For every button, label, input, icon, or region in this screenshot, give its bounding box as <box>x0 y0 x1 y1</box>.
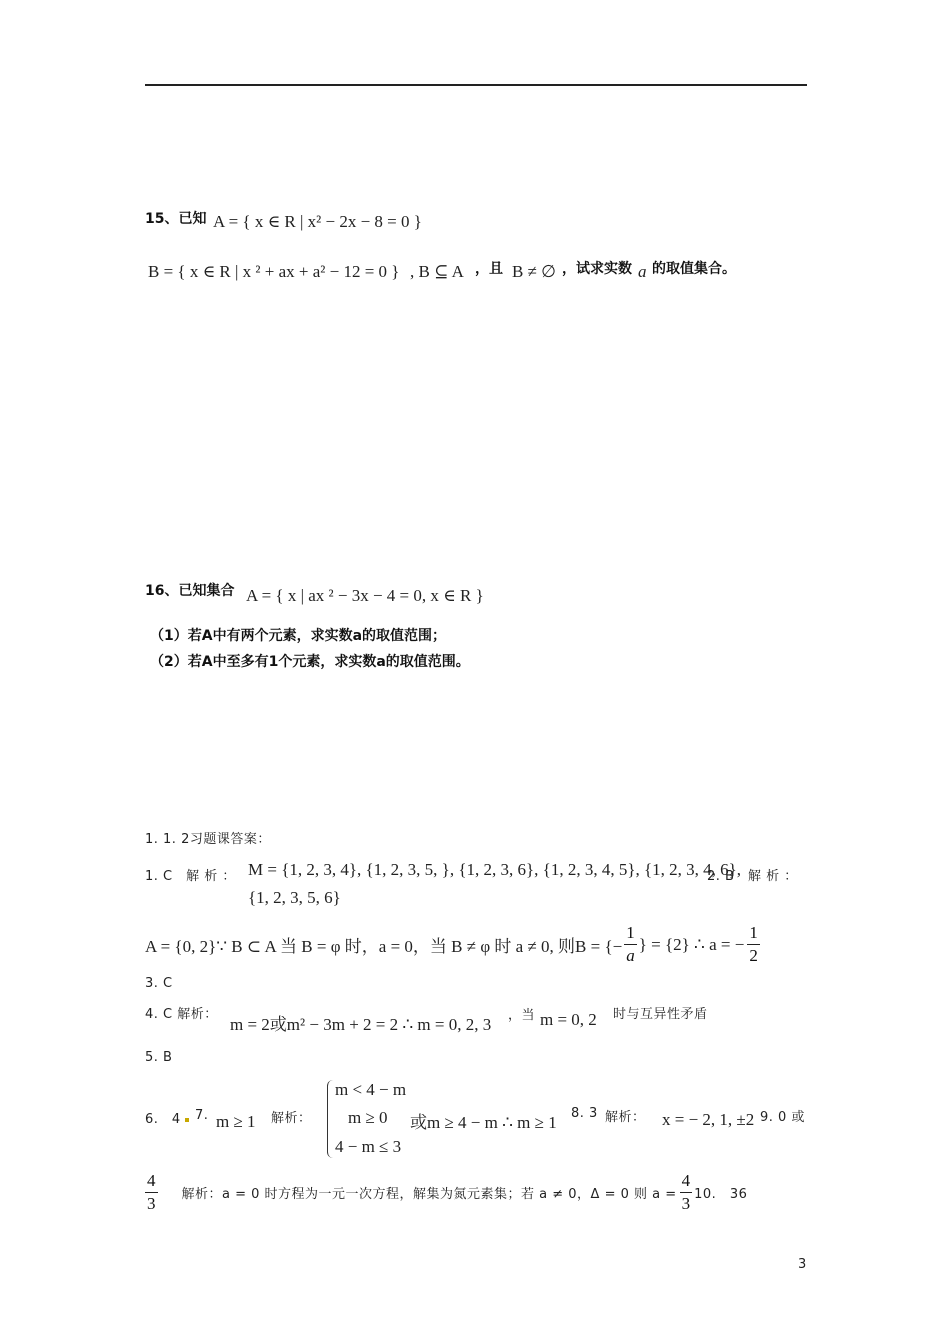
answer-4-mid: ，当 <box>508 1008 536 1023</box>
q15-var: a <box>638 262 647 281</box>
answer-1-continued: {1, 2, 3, 5, 6} <box>248 888 341 907</box>
answer-9-fraction-2-num: 4 <box>680 1170 693 1193</box>
q15-set-b: B = { x ∈ R | x ² + ax + a² − 12 = 0 } <box>148 262 400 281</box>
answer-2-fraction-num: 1 <box>624 922 637 945</box>
answer-7-jiexi: 解析： <box>271 1111 312 1126</box>
answer-2-math-b: } = {2} ∴ a = − <box>638 934 745 954</box>
system-line-3: 4 − m ≤ 3 <box>335 1137 402 1156</box>
answer-2-math-a: A = {0, 2}∵ B ⊂ A 当 B = φ 时，a = 0，当 B ≠ φ 时 a ≠ 0, 则B = {− <box>145 937 623 956</box>
answer-8: 8. 3 <box>571 1106 598 1121</box>
q16-set-a: A = { x | ax ² − 3x − 4 = 0, x ∈ R } <box>246 586 484 605</box>
q16-part1: （1）若A中有两个元素，求实数a的取值范围； <box>150 628 447 644</box>
answer-9-fraction-num: 4 <box>145 1170 158 1193</box>
answer-10: 10. 36 <box>694 1187 748 1202</box>
answer-5: 5. B <box>145 1050 173 1065</box>
answer-4-end: 时与互异性矛盾 <box>613 1007 708 1022</box>
answer-2-fraction-2-den: 2 <box>749 946 758 965</box>
q15-set-a: A = { x ∈ R | x² − 2x − 8 = 0 } <box>213 212 422 231</box>
q15-label: 15、已知 <box>145 211 207 227</box>
q15-and: ，且 <box>475 261 503 277</box>
highlight-dot <box>185 1118 189 1122</box>
answer-9-fraction-den: 3 <box>147 1194 156 1213</box>
answer-2-fraction <box>624 922 637 967</box>
header-rule <box>145 84 807 86</box>
answer-9-fraction-2 <box>680 1170 693 1215</box>
answer-7-label: 7. <box>195 1108 209 1123</box>
answer-2-fraction-2 <box>747 922 760 967</box>
page-number: 3 <box>798 1257 807 1272</box>
answer-9: 9. 0 或 <box>760 1110 805 1125</box>
q16-part2: （2）若A中至多有1个元素，求实数a的取值范围。 <box>150 654 470 670</box>
answer-4-math: m = 2或m² − 3m + 2 = 2 ∴ m = 0, 2, 3 <box>230 1015 492 1034</box>
answer-2-line <box>145 922 760 967</box>
answer-1-label: 1. C 解 析 ： <box>145 869 236 884</box>
answer-1-math: M = {1, 2, 3, 4}, {1, 2, 3, 5, }, {1, 2, 3, 6}, {1, 2, 3, 4, 5}, {1, 2, 3, 4, 6}, <box>248 860 742 879</box>
q15-cond-subset: , B ⊆ A <box>410 262 464 281</box>
answer-9-line <box>145 1170 747 1215</box>
answer-9-text: 解析：a = 0 时方程为一元一次方程，解集为氮元素集；若 a ≠ 0，Δ = 0 则 a = <box>181 1187 677 1202</box>
answer-3: 3. C <box>145 976 173 991</box>
answer-6: 6. 4 <box>145 1112 181 1127</box>
answer-2-label: 2. B 解 析 ： <box>707 869 798 884</box>
answer-7-or: 或m ≥ 4 − m ∴ m ≥ 1 <box>410 1113 557 1132</box>
answers-heading: 1. 1. 2习题课答案： <box>145 832 271 847</box>
answer-8-math: x = − 2, 1, ±2 <box>662 1110 755 1129</box>
system-line-1: m < 4 − m <box>335 1080 407 1099</box>
q15-cond-nonempty: B ≠ ∅ <box>512 262 556 281</box>
answer-4-label: 4. C 解析： <box>145 1007 218 1022</box>
answer-2-fraction-den: a <box>626 946 635 965</box>
answer-9-fraction <box>145 1170 158 1215</box>
q15-ask-end: 的取值集合。 <box>652 261 736 277</box>
system-line-2: m ≥ 0 <box>348 1108 388 1127</box>
answer-4-math-2: m = 0, 2 <box>540 1010 597 1029</box>
q16-label: 16、已知集合 <box>145 583 235 599</box>
q15-ask: ，试求实数 <box>562 261 632 277</box>
answer-8-jiexi: 解析： <box>605 1110 646 1125</box>
answer-2-fraction-2-num: 1 <box>747 922 760 945</box>
answer-9-fraction-2-den: 3 <box>681 1194 691 1213</box>
answer-7-math: m ≥ 1 <box>216 1112 256 1131</box>
